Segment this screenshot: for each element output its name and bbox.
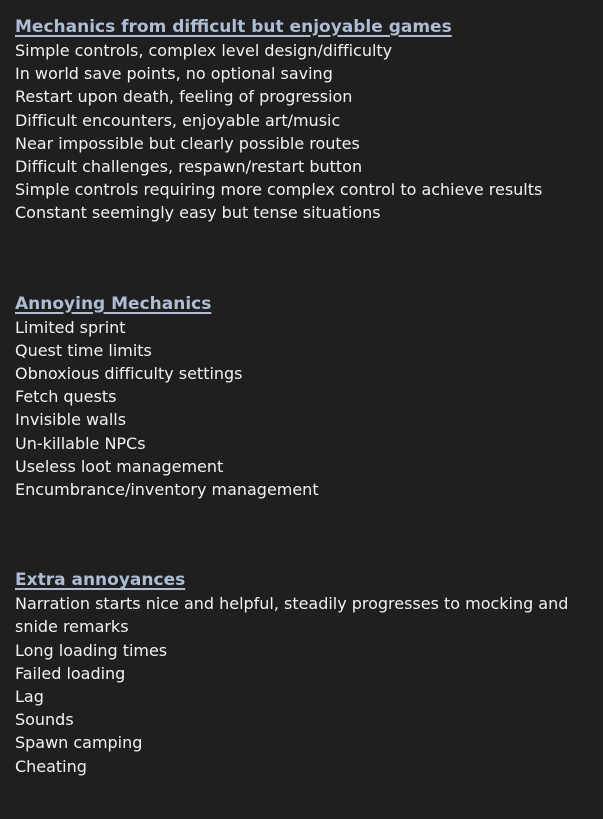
section-extra-annoyances: [15, 569, 593, 778]
section-heading: Annoying Mechanics: [15, 293, 212, 314]
list-item: Quest time limits: [15, 340, 152, 360]
list-item: Sounds: [15, 710, 74, 730]
list-item: Cheating: [15, 756, 87, 776]
list-item: Failed loading: [15, 663, 126, 683]
list-item: Simple controls requiring more complex control to achieve results: [15, 180, 543, 200]
list-item: Narration starts nice and helpful, steadily progresses to mocking and snide remarks: [15, 594, 569, 637]
list-item: Restart upon death, feeling of progression: [15, 87, 353, 107]
section-heading: Extra annoyances: [15, 570, 186, 591]
mechanics-list: [15, 39, 593, 225]
section-mechanics-from-difficult-games: [15, 16, 593, 225]
list-item: Invisible walls: [15, 410, 127, 430]
extra-annoyances-list: [15, 592, 593, 778]
list-item: Lag: [15, 687, 44, 707]
list-item: Constant seemingly easy but tense situations: [15, 203, 381, 223]
list-item: Un-killable NPCs: [15, 433, 146, 453]
list-item: Near impossible but clearly possible routes: [15, 133, 360, 153]
list-item: Encumbrance/inventory management: [15, 480, 319, 500]
list-item: Difficult challenges, respawn/restart button: [15, 157, 363, 177]
section-annoying-mechanics: [15, 293, 593, 502]
section-heading: Mechanics from difficult but enjoyable games: [15, 17, 452, 37]
list-item: In world save points, no optional saving: [15, 64, 333, 84]
list-item: Long loading times: [15, 640, 168, 660]
annoying-mechanics-list: [15, 316, 593, 502]
list-item: Limited sprint: [15, 317, 126, 337]
list-item: Obnoxious difficulty settings: [15, 364, 243, 384]
list-item: Difficult encounters, enjoyable art/music: [15, 110, 341, 130]
list-item: Fetch quests: [15, 387, 117, 407]
list-item: Useless loot management: [15, 456, 224, 476]
list-item: Simple controls, complex level design/difficulty: [15, 41, 393, 60]
list-item: Spawn camping: [15, 733, 143, 753]
